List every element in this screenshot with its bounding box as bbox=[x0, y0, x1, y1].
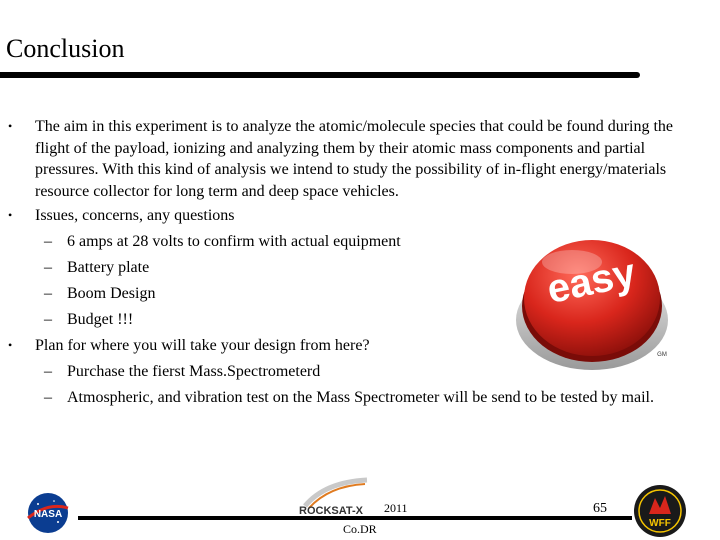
bullet-text: Issues, concerns, any questions bbox=[35, 207, 235, 224]
dash-marker: – bbox=[44, 285, 52, 302]
footer-label: Co.DR bbox=[343, 522, 377, 536]
bullet-marker: • bbox=[8, 338, 13, 352]
dash-marker: – bbox=[44, 259, 52, 276]
easy-button-image bbox=[512, 222, 672, 372]
title-underline bbox=[0, 72, 640, 78]
dash-marker: – bbox=[44, 311, 52, 328]
bullet-marker: • bbox=[8, 119, 13, 133]
rocksat-x-logo bbox=[295, 476, 385, 518]
easy-button-tm: GM bbox=[657, 352, 667, 358]
nasa-logo-text: NASA bbox=[33, 509, 63, 520]
bullet-text: The aim in this experiment is to analyze the atomic/molecule species that could be found during the flight of the payload, ionizing and analyzing them by their atomic mass components and partial pressures. With this kind of analysis we intend to study the possibility of in-flight energy/materials resource collector for long term and deep space vehicles. bbox=[35, 118, 674, 200]
sub-bullet-item bbox=[0, 387, 700, 409]
dash-marker: – bbox=[44, 389, 52, 406]
dash-marker: – bbox=[44, 233, 52, 250]
bullet-text: Plan for where you will take your design from here? bbox=[35, 337, 370, 354]
sub-bullet-text: Battery plate bbox=[67, 259, 150, 276]
easy-button-label: easy bbox=[543, 250, 640, 313]
sub-bullet-text: Atmospheric, and vibration test on the Mass Spectrometer will be send to be tested by mail. bbox=[67, 389, 654, 406]
nasa-logo bbox=[24, 492, 72, 534]
wff-logo bbox=[633, 484, 687, 538]
rocksat-logo-text: ROCKSAT-X bbox=[299, 505, 363, 517]
sub-bullet-text: 6 amps at 28 volts to confirm with actual equipment bbox=[67, 233, 401, 250]
sub-bullet-text: Boom Design bbox=[67, 285, 156, 302]
page-number: 65 bbox=[593, 501, 607, 516]
dash-marker: – bbox=[44, 363, 52, 380]
sub-bullet-text: Budget !!! bbox=[67, 311, 134, 328]
footer-year: 2011 bbox=[384, 501, 408, 515]
bullet-marker: • bbox=[8, 208, 13, 222]
slide-title: Conclusion bbox=[6, 34, 125, 63]
wff-logo-text: WFF bbox=[649, 518, 671, 529]
sub-bullet-text: Purchase the fierst Mass.Spectrometerd bbox=[67, 363, 321, 380]
bullet-item bbox=[0, 116, 700, 202]
